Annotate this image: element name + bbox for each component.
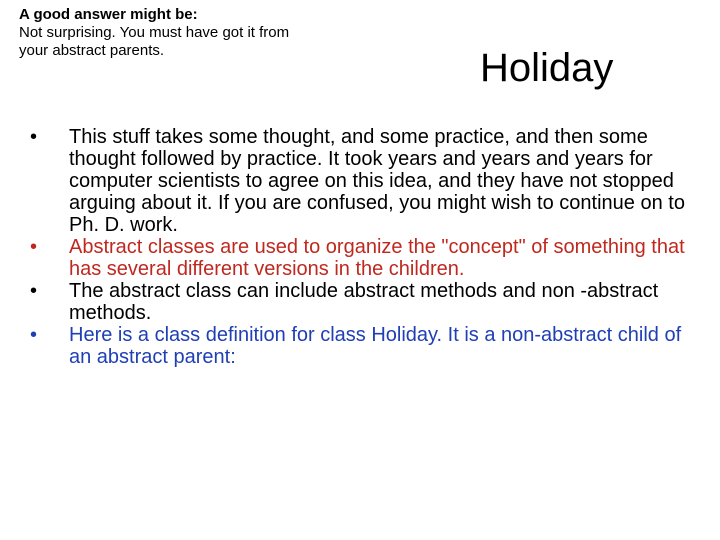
bullet-item — [30, 324, 690, 368]
bullet-dot-icon: • — [30, 324, 38, 346]
bullet-text: Here is a class definition for class Holiday. It is a non-abstract child of an abstract parent: — [69, 324, 682, 368]
bullet-list — [30, 126, 690, 368]
bullet-text: Abstract classes are used to organize the "concept" of something that has several different versions in the children. — [69, 236, 685, 280]
answer-box — [19, 6, 319, 60]
slide-title: Holiday — [480, 46, 614, 90]
answer-text: Not surprising. You must have got it from your abstract parents. — [19, 24, 290, 59]
bullet-text: The abstract class can include abstract methods and non -abstract methods. — [69, 280, 659, 324]
answer-heading: A good answer might be: — [19, 6, 198, 23]
bullet-text: This stuff takes some thought, and some practice, and then some thought followed by practice. It took years and years and years for computer scientists to agree on this idea, and they have not stopped arguing about it. If you are confused, you might wish to continue on to Ph. D. work. — [69, 126, 685, 236]
bullet-item — [30, 126, 690, 236]
bullet-dot-icon: • — [30, 126, 38, 148]
bullet-dot-icon: • — [30, 236, 38, 258]
bullet-item — [30, 280, 690, 324]
bullet-item — [30, 236, 690, 280]
bullet-dot-icon: • — [30, 280, 38, 302]
